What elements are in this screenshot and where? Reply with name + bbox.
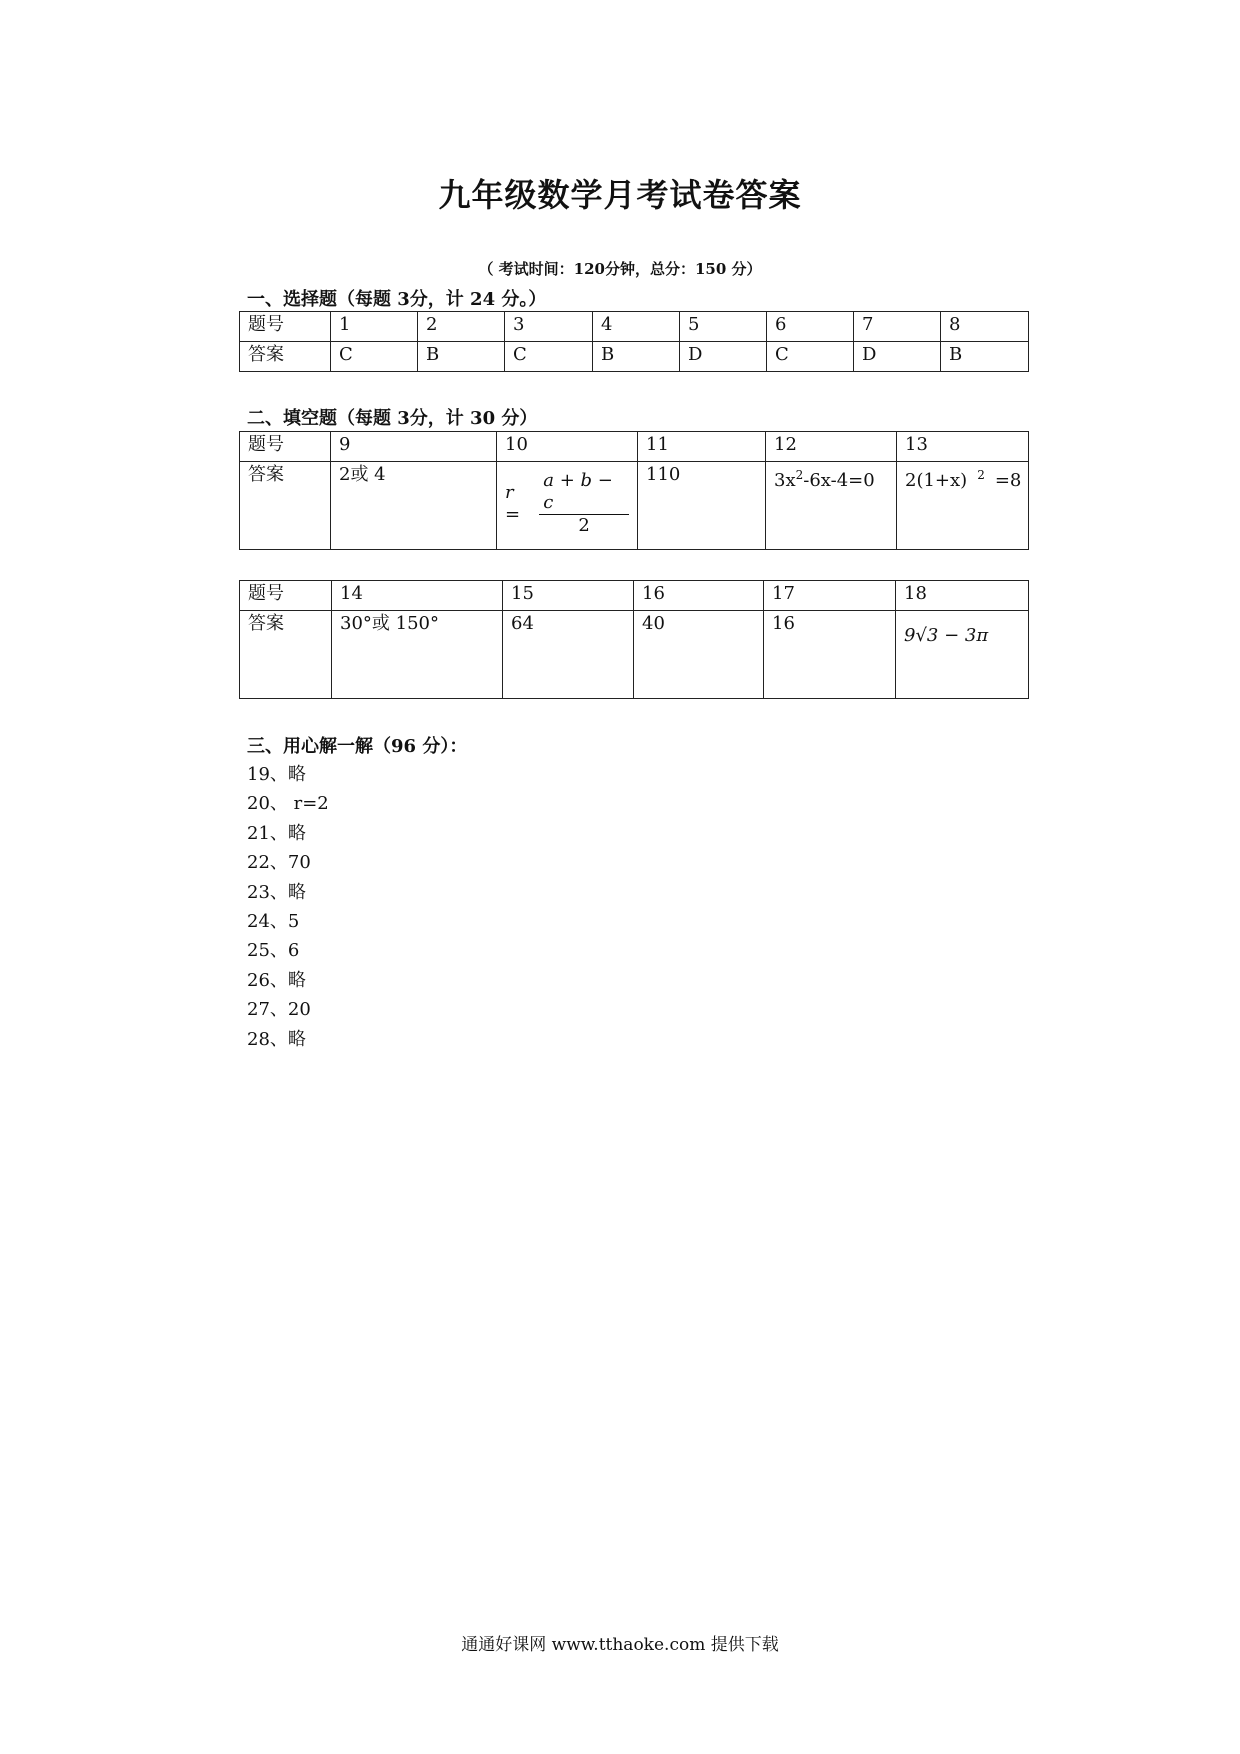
choice-answer: C <box>331 342 418 372</box>
fill-answer-q16: 40 <box>634 611 764 699</box>
equation-exponent: 2 <box>977 468 985 482</box>
row-label-answer: 答案 <box>240 342 331 372</box>
fill-answer-table-1 <box>239 431 1029 550</box>
question-number: 10 <box>497 432 638 462</box>
section3-heading: 三、用心解一解（96 分）： <box>247 736 468 757</box>
equation-base: 2(1+x) <box>905 470 968 491</box>
question-number: 17 <box>764 581 896 611</box>
solution-answer-list <box>247 760 329 1054</box>
page-title: 九年级数学月考试卷答案 <box>438 176 802 214</box>
list-item: 20、 r=2 <box>247 793 329 815</box>
equation-base: 3x <box>774 470 796 491</box>
list-item: 26、略 <box>247 969 306 991</box>
list-item: 21、略 <box>247 822 306 844</box>
list-item: 22、70 <box>247 852 311 874</box>
list-item: 24、5 <box>247 910 300 932</box>
row-label-number: 题号 <box>240 432 331 462</box>
row-label-answer: 答案 <box>240 462 331 550</box>
choice-answer: D <box>854 342 941 372</box>
list-item: 23、略 <box>247 881 306 903</box>
question-number: 18 <box>896 581 1029 611</box>
section2-heading: 二、填空题（每题 3分，计 30 分） <box>247 408 538 429</box>
question-number: 13 <box>897 432 1029 462</box>
question-number: 7 <box>854 312 941 342</box>
row-label-answer: 答案 <box>240 611 332 699</box>
choice-answer: B <box>418 342 505 372</box>
fill-answer-q17: 16 <box>764 611 896 699</box>
fill-answer-q12 <box>766 462 897 550</box>
formula-numerator: a + b − c <box>539 470 629 515</box>
fill-answer-q9: 2或 4 <box>331 462 497 550</box>
row-label-number: 题号 <box>240 581 332 611</box>
fill-answer-q15: 64 <box>503 611 634 699</box>
choice-answer: D <box>680 342 767 372</box>
list-item: 25、6 <box>247 940 300 962</box>
formula-denominator: 2 <box>578 515 590 536</box>
question-number: 1 <box>331 312 418 342</box>
question-number: 8 <box>941 312 1029 342</box>
choice-answer: B <box>941 342 1029 372</box>
choice-answer: C <box>767 342 854 372</box>
list-item: 28、略 <box>247 1028 306 1050</box>
fill-answer-q10 <box>497 462 638 550</box>
radius-formula <box>505 470 629 537</box>
footer: 通通好课网 www.tthaoke.com 提供下载 <box>461 1635 779 1655</box>
fill-answer-q18: 9√3 − 3π <box>896 611 1029 699</box>
question-number: 2 <box>418 312 505 342</box>
question-number: 12 <box>766 432 897 462</box>
question-number: 16 <box>634 581 764 611</box>
question-number: 5 <box>680 312 767 342</box>
question-number: 15 <box>503 581 634 611</box>
question-number: 3 <box>505 312 593 342</box>
formula-lhs: r = <box>505 481 521 525</box>
choice-answer: C <box>505 342 593 372</box>
fill-answer-table-2 <box>239 580 1029 699</box>
fill-answer-q11: 110 <box>638 462 766 550</box>
equation-rest: -6x-4=0 <box>803 470 875 491</box>
choice-answer-table <box>239 311 1029 372</box>
list-item: 19、略 <box>247 764 306 785</box>
question-number: 4 <box>593 312 680 342</box>
fill-answer-q13 <box>897 462 1029 550</box>
fill-answer-q14: 30°或 150° <box>332 611 503 699</box>
list-item: 27、20 <box>247 999 311 1021</box>
section1-heading: 一、选择题（每题 3分，计 24 分。） <box>247 289 547 310</box>
row-label-number: 题号 <box>240 312 331 342</box>
choice-answer: B <box>593 342 680 372</box>
question-number: 14 <box>332 581 503 611</box>
exam-info: （ 考试时间：120分钟，总分：150 分） <box>478 260 762 278</box>
equation-exponent: 2 <box>795 468 804 482</box>
question-number: 11 <box>638 432 766 462</box>
question-number: 9 <box>331 432 497 462</box>
question-number: 6 <box>767 312 854 342</box>
equation-rest: =8 <box>994 470 1022 491</box>
